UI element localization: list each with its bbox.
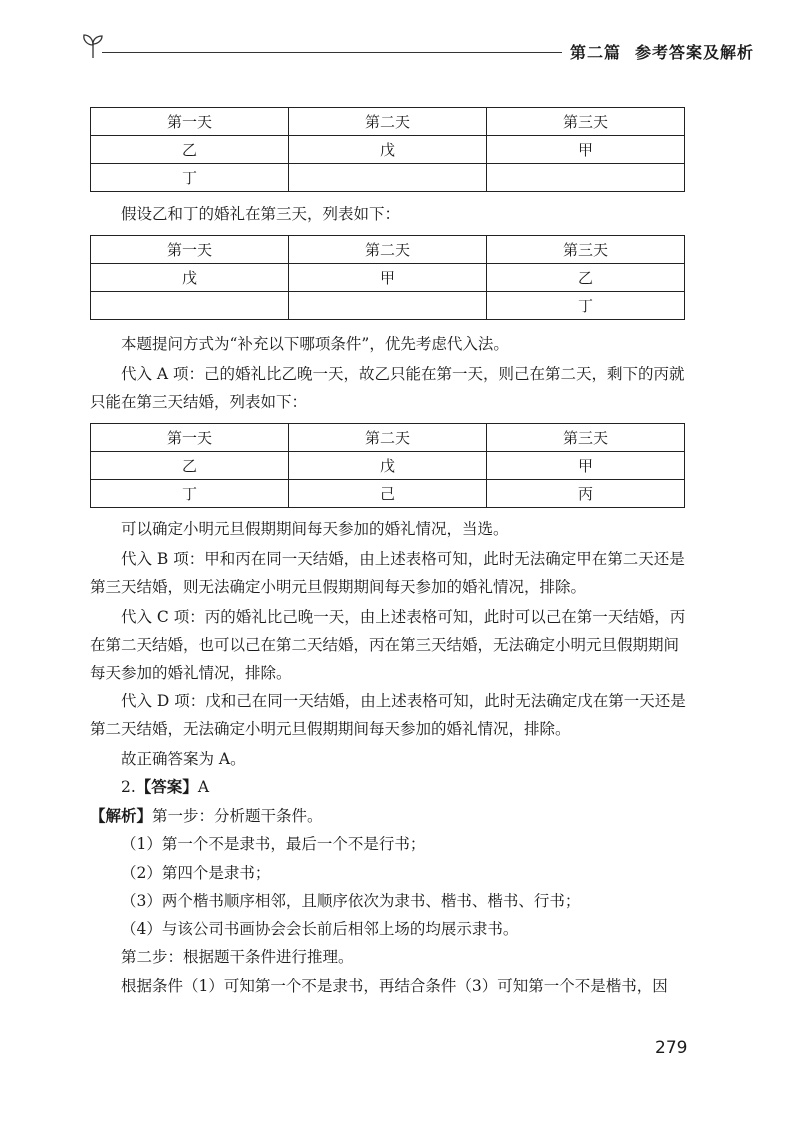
- table-cell: 乙: [487, 264, 685, 292]
- table-header-cell: 第二天: [289, 236, 487, 264]
- condition-4: （4）与该公司书画协会会长前后相邻上场的均展示隶书。: [121, 920, 519, 938]
- question-2-answer: [90, 773, 690, 801]
- header-section-title: 参考答案及解析: [635, 43, 755, 62]
- analysis-text: 第一步：分析题干条件。: [152, 807, 323, 825]
- table-cell: 丙: [487, 480, 685, 508]
- table-cell: 戊: [289, 452, 487, 480]
- schedule-table-3: [90, 423, 685, 508]
- question-number: 2.: [121, 778, 136, 796]
- table-cell: 乙: [91, 452, 289, 480]
- analysis-step-2: 第二步：根据题干条件进行推理。: [121, 948, 354, 966]
- table-cell: 戊: [91, 264, 289, 292]
- table-header-cell: 第二天: [289, 108, 487, 136]
- schedule-table-1: [90, 107, 685, 192]
- analysis-tag: 【解析】: [90, 806, 153, 825]
- sprout-icon: [80, 30, 106, 60]
- table-header-cell: 第一天: [91, 424, 289, 452]
- table-cell: 乙: [91, 136, 289, 164]
- table-row: [91, 136, 685, 164]
- table-cell: [289, 164, 487, 192]
- table-cell: 丁: [487, 292, 685, 320]
- header-part: 第二篇: [570, 43, 622, 62]
- table-header-row: [91, 108, 685, 136]
- table-cell: [289, 292, 487, 320]
- table-row: [91, 452, 685, 480]
- paragraph-option-d: 代入 D 项：戊和己在同一天结婚，由上述表格可知，此时无法确定戊在第一天还是第二天结婚，无法确定小明元旦假期期间每天参加的婚礼情况，排除。: [90, 692, 686, 738]
- table-header-cell: 第三天: [487, 108, 685, 136]
- condition-1: （1）第一个不是隶书，最后一个不是行书；: [121, 835, 426, 853]
- table-cell: [91, 292, 289, 320]
- page-header: [80, 30, 755, 66]
- paragraph-assume: 假设乙和丁的婚礼在第三天，列表如下：: [121, 205, 401, 223]
- table-cell: 甲: [487, 452, 685, 480]
- table-cell: 甲: [487, 136, 685, 164]
- table-row: [91, 164, 685, 192]
- page-number: 279: [655, 1038, 688, 1058]
- paragraph-method: 本题提问方式为“补充以下哪项条件”，优先考虑代入法。: [121, 335, 509, 353]
- table-header-row: [91, 236, 685, 264]
- analysis-step-1: [90, 802, 690, 830]
- table-row: [91, 480, 685, 508]
- table-header-cell: 第一天: [91, 108, 289, 136]
- answer-tag: 【答案】: [135, 777, 198, 796]
- table-row: [91, 292, 685, 320]
- table-header-cell: 第二天: [289, 424, 487, 452]
- table-header-cell: 第一天: [91, 236, 289, 264]
- paragraph-final-answer: 故正确答案为 A。: [121, 750, 246, 768]
- table-header-cell: 第三天: [487, 424, 685, 452]
- table-cell: 己: [289, 480, 487, 508]
- schedule-table-2: [90, 235, 685, 320]
- header-rule: [102, 52, 562, 53]
- table-cell: 戊: [289, 136, 487, 164]
- table-row: [91, 264, 685, 292]
- condition-3: （3）两个楷书顺序相邻，且顺序依次为隶书、楷书、楷书、行书；: [121, 892, 581, 910]
- paragraph-option-a: 代入 A 项：己的婚礼比乙晚一天，故乙只能在第一天，则己在第二天，剩下的丙就只能在第三天结婚，列表如下：: [90, 365, 685, 411]
- paragraph-option-a-result: 可以确定小明元旦假期期间每天参加的婚礼情况，当选。: [121, 520, 509, 538]
- paragraph-option-c: 代入 C 项：丙的婚礼比己晚一天，由上述表格可知，此时可以己在第一天结婚，丙在第二天结婚，也可以己在第二天结婚，丙在第三天结婚，无法确定小明元旦假期期间每天参加的婚礼情况，排除。: [90, 608, 686, 682]
- table-cell: 丁: [91, 164, 289, 192]
- header-title: [570, 40, 754, 63]
- table-cell: 甲: [289, 264, 487, 292]
- paragraph-option-b: 代入 B 项：甲和丙在同一天结婚，由上述表格可知，此时无法确定甲在第二天还是第三天结婚，则无法确定小明元旦假期期间每天参加的婚礼情况，排除。: [90, 550, 685, 596]
- reasoning-paragraph: 根据条件（1）可知第一个不是隶书，再结合条件（3）可知第一个不是楷书，因: [121, 977, 668, 995]
- answer-value: A: [197, 778, 210, 796]
- table-cell: 丁: [91, 480, 289, 508]
- table-cell: [487, 164, 685, 192]
- table-header-cell: 第三天: [487, 236, 685, 264]
- table-header-row: [91, 424, 685, 452]
- condition-2: （2）第四个是隶书；: [121, 864, 271, 882]
